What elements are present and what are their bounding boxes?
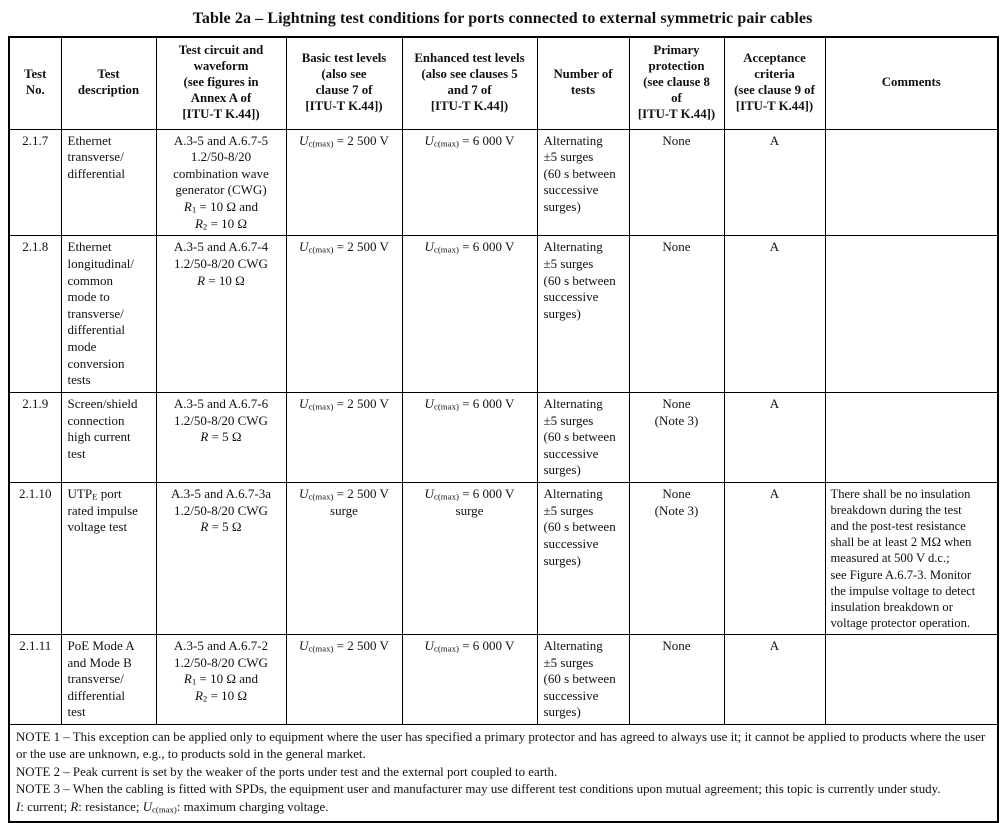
cell-description: $UTP_E$ port rated impulse voltage test (61, 483, 156, 635)
cell-circuit: A.3-5 and A.6.7-4 1.2/50-8/20 CWG R = 10 Ω (156, 236, 286, 393)
cell-comments (825, 634, 998, 724)
header-test-no: Test No. (9, 37, 61, 129)
lightning-test-conditions-table (8, 36, 999, 823)
header-enhanced-levels: Enhanced test levels (also see clauses 5 and 7 of [ITU-T K.44]) (402, 37, 537, 129)
cell-primary: None (Note 3) (629, 392, 724, 482)
notes-row (9, 725, 998, 822)
table-row-2-1-7 (9, 129, 998, 236)
cell-primary: None (629, 236, 724, 393)
header-row (9, 37, 998, 129)
cell-num-tests: Alternating ±5 surges (60 s between successive surges) (537, 236, 629, 393)
table-row-2-1-9 (9, 392, 998, 482)
cell-basic: $U_{c(max)} = 2$ 500 V (286, 236, 402, 393)
cell-description: PoE Mode A and Mode B transverse/ differential test (61, 634, 156, 724)
cell-num-tests: Alternating ±5 surges (60 s between successive surges) (537, 392, 629, 482)
cell-test-no: 2.1.8 (9, 236, 61, 393)
symbol-legend: I: current; R: resistance; $U_{c(max)}$: maximum charging voltage. (16, 800, 329, 815)
cell-basic: $U_{c(max)} = 2$ 500 V (286, 129, 402, 236)
cell-acceptance: A (724, 634, 825, 724)
cell-comments: There shall be no insulation breakdown during the test and the post-test resistance shall be at least 2 MΩ when measured at 500 V d.c.; see Figure A.6.7-3. Monitor the impulse voltage to detect insulation breakdown or voltage protector operation. (825, 483, 998, 635)
cell-primary: None (629, 129, 724, 236)
header-comments: Comments (825, 37, 998, 129)
cell-basic: $U_{c(max)} = 2$ 500 V surge (286, 483, 402, 635)
cell-circuit: A.3-5 and A.6.7-3a 1.2/50-8/20 CWG R = 5 Ω (156, 483, 286, 635)
cell-test-no: 2.1.7 (9, 129, 61, 236)
table-title: Table 2a – Lightning test conditions for ports connected to external symmetric pair cables (192, 10, 813, 27)
cell-description: Screen/shield connection high current test (61, 392, 156, 482)
cell-num-tests: Alternating ±5 surges (60 s between successive surges) (537, 634, 629, 724)
cell-enhanced: $U_{c(max)} = 6$ 000 V (402, 236, 537, 393)
cell-enhanced: $U_{c(max)} = 6$ 000 V (402, 634, 537, 724)
cell-acceptance: A (724, 392, 825, 482)
header-number-of-tests: Number of tests (537, 37, 629, 129)
cell-circuit: A.3-5 and A.6.7-2 1.2/50-8/20 CWG $R_1 = 10$ Ω and $R_2 = 10$ Ω (156, 634, 286, 724)
cell-enhanced: $U_{c(max)} = 6$ 000 V surge (402, 483, 537, 635)
cell-basic: $U_{c(max)} = 2$ 500 V (286, 634, 402, 724)
cell-test-no: 2.1.11 (9, 634, 61, 724)
cell-primary: None (Note 3) (629, 483, 724, 635)
note-3: NOTE 3 – When the cabling is fitted with SPDs, the equipment user and manufacturer may use different test conditions upon mutual agreement; this topic is currently under study. (16, 782, 941, 797)
cell-acceptance: A (724, 129, 825, 236)
cell-enhanced: $U_{c(max)} = 6$ 000 V (402, 392, 537, 482)
header-basic-levels: Basic test levels (also see clause 7 of [ITU-T K.44]) (286, 37, 402, 129)
cell-num-tests: Alternating ±5 surges (60 s between successive surges) (537, 483, 629, 635)
note-1: NOTE 1 – This exception can be applied only to equipment where the user has specified a primary protector and has agreed to always use it; it cannot be applied to products where the user or the use are unknown, e.g., to products sold in the general market. (16, 730, 986, 761)
notes-cell (9, 725, 998, 822)
cell-description: Ethernet longitudinal/ common mode to transverse/ differential mode conversion tests (61, 236, 156, 393)
cell-acceptance: A (724, 483, 825, 635)
table-row-2-1-11 (9, 634, 998, 724)
cell-comments (825, 392, 998, 482)
cell-test-no: 2.1.9 (9, 392, 61, 482)
note-2: NOTE 2 – Peak current is set by the weaker of the ports under test and the external port coupled to earth. (16, 764, 558, 779)
table-row-2-1-8 (9, 236, 998, 393)
cell-test-no: 2.1.10 (9, 483, 61, 635)
cell-comments (825, 129, 998, 236)
cell-enhanced: $U_{c(max)} = 6$ 000 V (402, 129, 537, 236)
header-test-description: Test description (61, 37, 156, 129)
cell-acceptance: A (724, 236, 825, 393)
cell-circuit: A.3-5 and A.6.7-5 1.2/50-8/20 combination wave generator (CWG) $R_1 = 10$ Ω and $R_2 = 10$ Ω (156, 129, 286, 236)
cell-circuit: A.3-5 and A.6.7-6 1.2/50-8/20 CWG R = 5 Ω (156, 392, 286, 482)
cell-comments (825, 236, 998, 393)
header-primary-protection: Primary protection (see clause 8 of [ITU-T K.44]) (629, 37, 724, 129)
header-acceptance-criteria: Acceptance criteria (see clause 9 of [ITU-T K.44]) (724, 37, 825, 129)
cell-num-tests: Alternating ±5 surges (60 s between successive surges) (537, 129, 629, 236)
cell-description: Ethernet transverse/ differential (61, 129, 156, 236)
table-row-2-1-10 (9, 483, 998, 635)
cell-basic: $U_{c(max)} = 2$ 500 V (286, 392, 402, 482)
header-test-circuit: Test circuit and waveform (see figures in Annex A of [ITU-T K.44]) (156, 37, 286, 129)
cell-primary: None (629, 634, 724, 724)
